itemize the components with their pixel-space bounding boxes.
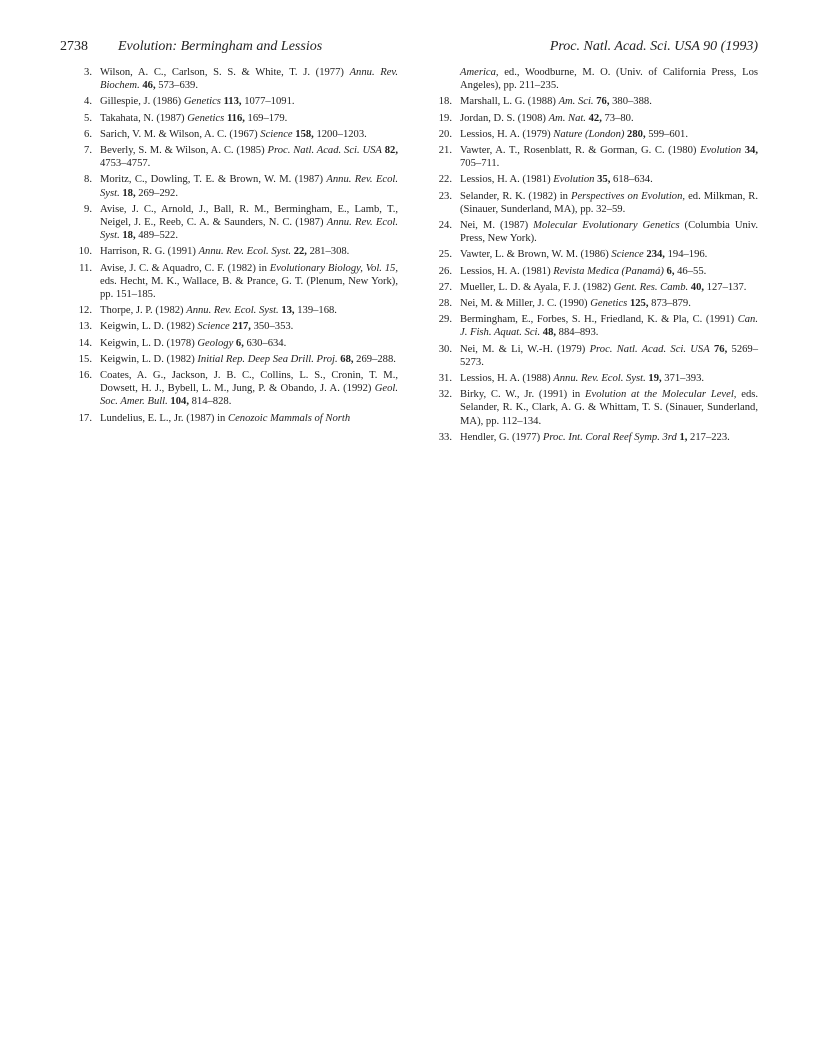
- reference-source: Annu. Rev. Ecol. Syst.: [198, 246, 292, 258]
- reference-source: America,: [460, 67, 499, 78]
- reference-authors: Beverly, S. M. & Wilson, A. C. (1985): [100, 145, 268, 157]
- reference-authors: Lundelius, E. L., Jr. (1987) in: [100, 412, 228, 424]
- reference-authors: Bermingham, E., Forbes, S. H., Friedland, K. & Pla, C. (1991): [460, 314, 738, 326]
- reference-authors: Coates, A. G., Jackson, J. B. C., Collins, L. S., Cronin, T. M., Dowsett, H. J., Bybell, L. M., Jung, P. & Obando, J. A. (1992): [100, 370, 398, 395]
- reference-number: 20.: [438, 128, 452, 140]
- reference-volume: 42,: [585, 112, 602, 124]
- reference-pages: 73–80.: [601, 112, 634, 124]
- reference-item: [420, 95, 758, 108]
- reference-number: 14.: [78, 337, 92, 349]
- reference-pages: 705–711.: [460, 158, 500, 170]
- reference-item: [420, 265, 758, 278]
- reference-authors: Keigwin, L. D. (1978): [100, 337, 198, 349]
- reference-volume: 113,: [220, 96, 242, 108]
- reference-number: 22.: [438, 174, 452, 186]
- reference-source: Geol. Soc. Amer. Bull.: [100, 383, 398, 408]
- reference-volume: 76,: [593, 96, 610, 108]
- reference-item: [420, 173, 758, 186]
- reference-authors: Harrison, R. G. (1991): [100, 246, 199, 258]
- reference-source: Genetics: [590, 298, 628, 310]
- reference-pages: 618–634.: [610, 174, 653, 186]
- reference-item: [420, 248, 758, 261]
- reference-pages: 1077–1091.: [241, 96, 295, 108]
- reference-number: 24.: [438, 220, 452, 232]
- reference-authors: Gillespie, J. (1986): [100, 96, 184, 108]
- reference-item: [60, 353, 398, 366]
- reference-authors: Thorpe, J. P. (1982): [100, 305, 187, 317]
- reference-source: Revista Medica (Panamá): [553, 265, 664, 277]
- reference-item: [420, 431, 758, 444]
- reference-volume: 82,: [381, 145, 399, 157]
- reference-source: Am. Nat.: [548, 112, 586, 124]
- reference-authors: Avise, J. C. & Aquadro, C. F. (1982) in: [100, 262, 270, 274]
- reference-authors: Hendler, G. (1977): [460, 431, 543, 443]
- reference-authors: Birky, C. W., Jr. (1991) in: [460, 389, 586, 401]
- reference-pages: 217–223.: [687, 431, 730, 443]
- reference-volume: 18,: [119, 187, 136, 199]
- reference-number: 30.: [438, 343, 452, 355]
- reference-item: [60, 112, 398, 125]
- reference-pages: 169–179.: [244, 112, 288, 124]
- reference-item: [420, 219, 758, 245]
- reference-authors: Lessios, H. A. (1981): [460, 265, 554, 277]
- reference-number: 3.: [84, 67, 92, 78]
- reference-number: 8.: [84, 174, 92, 186]
- reference-authors: Avise, J. C., Arnold, J., Ball, R. M., Bermingham, E., Lamb, T., Neigel, J. E., Reeb, C. A. & Saunders, N. C. (1987): [100, 203, 398, 229]
- reference-pages: 139–168.: [294, 305, 337, 317]
- reference-volume: 234,: [643, 249, 665, 261]
- reference-source: Annu. Rev. Ecol. Syst.: [100, 217, 398, 242]
- reference-authors: Lessios, H. A. (1988): [460, 373, 554, 385]
- reference-item: [420, 313, 758, 339]
- reference-volume: 125,: [627, 298, 649, 310]
- reference-item: [60, 337, 398, 350]
- reference-number: 26.: [438, 265, 452, 277]
- reference-pages: 4753–4757.: [100, 158, 151, 170]
- reference-source: Proc. Int. Coral Reef Symp. 3rd: [542, 431, 677, 443]
- running-title: Evolution: Bermingham and Lessios: [118, 39, 323, 54]
- reference-item: [60, 66, 398, 92]
- reference-pages: 599–601.: [645, 128, 688, 140]
- reference-number: 5.: [84, 112, 92, 124]
- reference-number: 12.: [78, 305, 92, 317]
- reference-source: Am. Sci.: [558, 96, 594, 108]
- reference-number: 21.: [438, 145, 452, 157]
- reference-source: Evolution: [553, 174, 595, 186]
- reference-pages: 269–292.: [135, 187, 178, 199]
- references-right-column: [420, 66, 758, 444]
- reference-item: [420, 281, 758, 294]
- reference-authors: Takahata, N. (1987): [100, 112, 188, 124]
- journal-citation: Proc. Natl. Acad. Sci. USA 90 (1993): [549, 39, 758, 54]
- reference-pages: eds. Hecht, M. K., Wallace, B. & Prance, G. T. (Plenum, New York), pp. 151–185.: [100, 275, 398, 301]
- page-number: 2738: [60, 39, 88, 54]
- reference-source: Nature (London): [553, 128, 625, 140]
- reference-authors: Vawter, A. T., Rosenblatt, R. & Gorman, G. C. (1980): [460, 145, 700, 157]
- reference-number: 6.: [84, 128, 92, 140]
- reference-source: Science: [260, 128, 293, 140]
- reference-pages: 350–353.: [250, 321, 294, 333]
- reference-item: [420, 144, 758, 170]
- reference-item: [420, 128, 758, 141]
- reference-source: Annu. Rev. Biochem.: [100, 67, 398, 92]
- reference-volume: 22,: [291, 246, 307, 258]
- reference-item: [60, 262, 398, 302]
- reference-item: [60, 173, 398, 199]
- reference-authors: Sarich, V. M. & Wilson, A. C. (1967): [100, 128, 261, 140]
- reference-item: [420, 112, 758, 125]
- reference-number: 7.: [84, 145, 92, 157]
- reference-volume: 35,: [594, 174, 611, 186]
- reference-number: 11.: [79, 262, 92, 274]
- reference-source: Cenozoic Mammals of North: [228, 412, 351, 424]
- reference-number: 27.: [438, 281, 452, 293]
- reference-authors: Vawter, L. & Brown, W. M. (1986): [460, 249, 612, 261]
- reference-volume: 217,: [229, 321, 251, 333]
- reference-item: [60, 144, 398, 170]
- reference-pages: 814–828.: [188, 396, 232, 408]
- reference-item: [60, 245, 398, 258]
- reference-pages: 194–196.: [664, 249, 708, 261]
- reference-item: [420, 343, 758, 369]
- reference-item: [60, 369, 398, 409]
- reference-pages: 5269–5273.: [460, 343, 759, 368]
- reference-pages: 281–308.: [306, 246, 350, 258]
- reference-authors: Nei, M. & Li, W.-H. (1979): [460, 343, 590, 355]
- reference-source: Genetics: [187, 112, 225, 124]
- reference-pages: 127–137.: [704, 281, 747, 293]
- reference-volume: 1,: [676, 431, 688, 443]
- reference-number: 33.: [438, 431, 452, 443]
- reference-volume: 48,: [540, 327, 557, 339]
- reference-authors: Wilson, A. C., Carlson, S. S. & White, T. J. (1977): [100, 67, 350, 78]
- reference-volume: 116,: [224, 112, 245, 124]
- reference-pages: 573–639.: [155, 80, 198, 92]
- reference-source: Proc. Natl. Acad. Sci. USA: [267, 145, 382, 157]
- reference-authors: Lessios, H. A. (1981): [460, 174, 554, 186]
- reference-number: 32.: [438, 389, 452, 401]
- reference-volume: 158,: [292, 128, 314, 140]
- reference-volume: 34,: [741, 145, 759, 157]
- reference-number: 10.: [78, 246, 92, 258]
- reference-volume: 6,: [663, 265, 675, 277]
- reference-pages: ed., Woodburne, M. O. (Univ. of California Press, Los Angeles), pp. 211–235.: [460, 67, 758, 92]
- reference-item: [60, 304, 398, 317]
- reference-volume: 104,: [167, 396, 189, 408]
- reference-authors: Lessios, H. A. (1979): [460, 128, 554, 140]
- reference-authors: Selander, R. K. (1982) in: [460, 190, 571, 202]
- reference-item: [60, 320, 398, 333]
- reference-pages: (Columbia Univ. Press, New York).: [460, 220, 758, 245]
- reference-number: 15.: [78, 353, 92, 365]
- reference-authors: Keigwin, L. D. (1982): [100, 353, 198, 365]
- reference-authors: Marshall, L. G. (1988): [460, 96, 559, 108]
- reference-item: [420, 388, 758, 428]
- reference-source: Annu. Rev. Ecol. Syst.: [553, 373, 646, 385]
- reference-number: 25.: [438, 249, 452, 261]
- reference-authors: Moritz, C., Dowling, T. E. & Brown, W. M. (1987): [100, 174, 327, 186]
- reference-number: 19.: [438, 112, 452, 124]
- reference-item: [60, 128, 398, 141]
- reference-source: Genetics: [183, 96, 221, 108]
- reference-source: Annu. Rev. Ecol. Syst.: [100, 174, 399, 199]
- reference-pages: 46–55.: [674, 265, 707, 277]
- reference-authors: Jordan, D. S. (1908): [460, 112, 549, 124]
- reference-volume: 76,: [709, 343, 728, 355]
- reference-source: Evolutionary Biology, Vol. 15,: [269, 262, 398, 274]
- reference-volume: 46,: [139, 80, 156, 92]
- reference-source: Gent. Res. Camb.: [613, 281, 689, 293]
- reference-authors: Nei, M. (1987): [460, 220, 534, 232]
- reference-pages: 1200–1203.: [313, 128, 367, 140]
- reference-source: Initial Rep. Deep Sea Drill. Proj.: [197, 353, 338, 365]
- references-left-column: [60, 66, 398, 425]
- reference-source: Perspectives on Evolution,: [570, 190, 686, 202]
- reference-number: 17.: [78, 412, 92, 424]
- reference-authors: Nei, M. & Miller, J. C. (1990): [460, 298, 591, 310]
- reference-authors: Keigwin, L. D. (1982): [100, 321, 198, 333]
- reference-pages: 873–879.: [648, 298, 691, 310]
- reference-authors: Mueller, L. D. & Ayala, F. J. (1982): [460, 281, 614, 293]
- reference-volume: 6,: [233, 337, 244, 349]
- reference-pages: ed. Milkman, R. (Sinauer, Sunderland, MA), pp. 32–59.: [460, 190, 758, 215]
- reference-pages: 489–522.: [135, 230, 178, 242]
- reference-pages: 884–893.: [556, 327, 599, 339]
- reference-volume: 13,: [278, 305, 295, 317]
- reference-source: Proc. Natl. Acad. Sci. USA: [589, 343, 710, 355]
- reference-pages: 380–388.: [609, 96, 652, 108]
- reference-number: 16.: [78, 370, 92, 382]
- page-header: [60, 37, 758, 57]
- reference-volume: 40,: [688, 281, 705, 293]
- reference-item: [420, 297, 758, 310]
- reference-item: [60, 412, 398, 425]
- reference-source: Evolution at the Molecular Level,: [585, 389, 737, 401]
- reference-number: 23.: [438, 190, 452, 202]
- reference-source: Can. J. Fish. Aquat. Sci.: [460, 314, 758, 339]
- reference-volume: 18,: [119, 230, 136, 242]
- reference-volume: 19,: [645, 373, 662, 385]
- reference-source: Science: [611, 249, 644, 261]
- reference-number: 29.: [438, 314, 452, 326]
- reference-item: [60, 203, 398, 243]
- reference-pages: 630–634.: [243, 337, 287, 349]
- reference-pages: eds. Selander, R. K., Clark, A. G. & Whittam, T. S. (Sinauer, Sunderland, MA), pp. 112–134.: [460, 389, 759, 427]
- reference-item: [420, 190, 758, 216]
- reference-item: [60, 95, 398, 108]
- reference-number: 4.: [84, 96, 92, 108]
- reference-volume: 280,: [624, 128, 646, 140]
- reference-source: Science: [197, 321, 230, 333]
- reference-item: [420, 66, 758, 92]
- reference-pages: 269–288.: [353, 353, 396, 365]
- reference-source: Evolution: [699, 145, 742, 157]
- reference-volume: 68,: [337, 353, 354, 365]
- reference-source: Molecular Evolutionary Genetics: [533, 220, 680, 232]
- reference-number: 18.: [438, 96, 452, 108]
- reference-source: Geology: [197, 337, 234, 349]
- reference-source: Annu. Rev. Ecol. Syst.: [186, 305, 279, 317]
- reference-number: 13.: [78, 321, 92, 333]
- reference-item: [420, 372, 758, 385]
- reference-number: 9.: [84, 203, 92, 215]
- reference-number: 28.: [438, 298, 452, 310]
- reference-pages: 371–393.: [661, 373, 705, 385]
- reference-number: 31.: [438, 373, 452, 385]
